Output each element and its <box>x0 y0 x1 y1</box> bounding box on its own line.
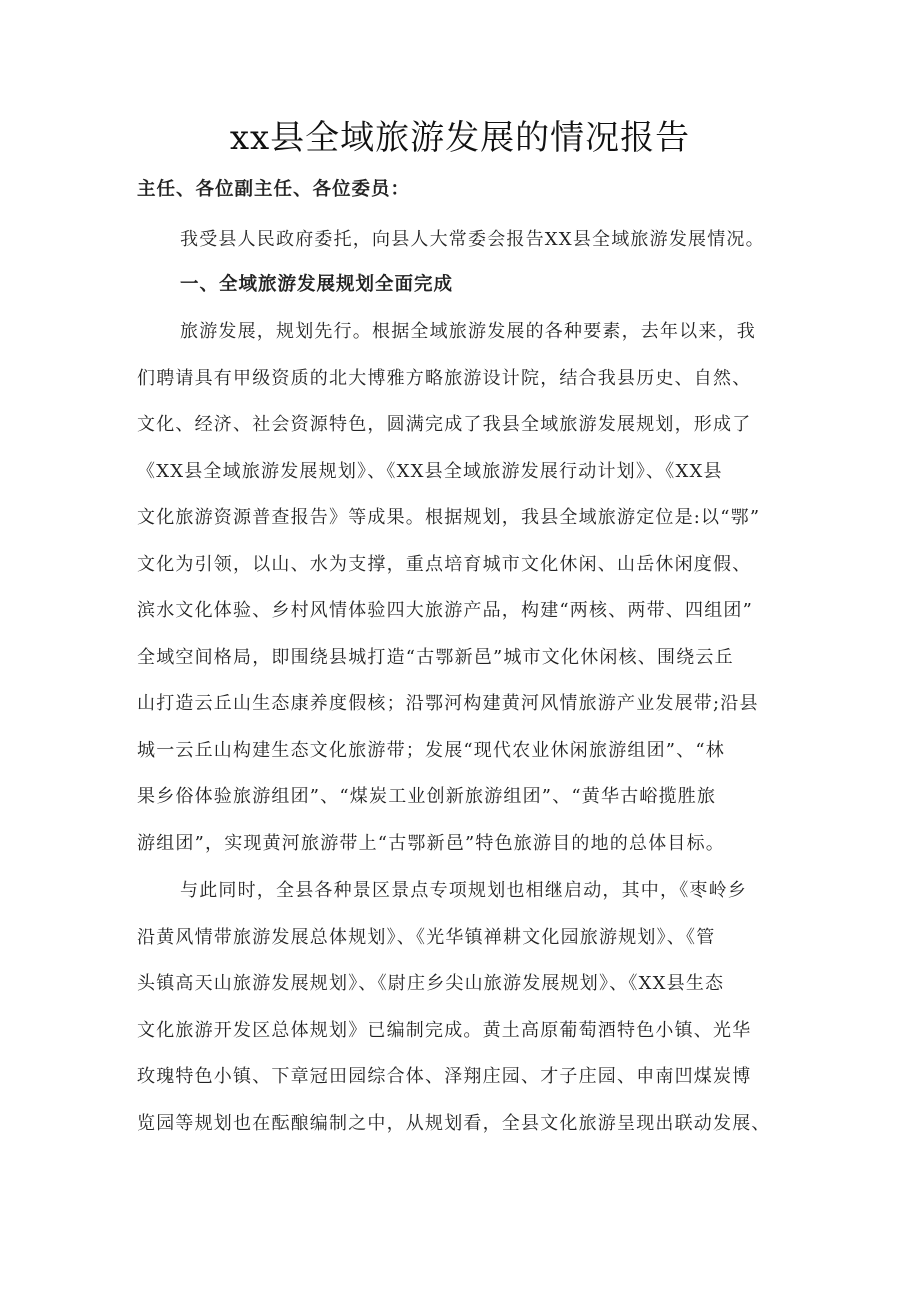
paragraph-line: 与此同时，全县各种景区景点专项规划也相继启动，其中，《枣岭乡 <box>180 880 747 901</box>
paragraph-line: 玫瑰特色小镇、下章冠田园综合体、泽翔庄园、才子庄园、申南凹煤炭博 <box>137 1066 752 1087</box>
paragraph-2 <box>137 868 787 1147</box>
paragraph-line: 览园等规划也在酝酿编制之中，从规划看，全县文化旅游呈现出联动发展、 <box>137 1112 771 1134</box>
paragraph-line: 文化、经济、社会资源特色，圆满完成了我县全域旅游发展规划，形成了 <box>137 414 752 435</box>
paragraph-line: 山打造云丘山生态康养度假核；沿鄂河构建黄河风情旅游产业发展带;沿县 <box>137 693 759 714</box>
paragraph-line: 滨水文化体验、乡村风情体验四大旅游产品，构建“两核、两带、四组团” <box>137 600 754 621</box>
paragraph-line: 旅游发展，规划先行。根据全域旅游发展的各种要素，去年以来，我 <box>180 321 756 342</box>
section-heading-1: 一、全域旅游发展规划全面完成 <box>180 274 454 295</box>
paragraph-1 <box>137 309 787 867</box>
paragraph-line: 头镇高天山旅游发展规划》、《尉庄乡尖山旅游发展规划》、《XX县生态 <box>137 973 725 994</box>
paragraph-line: 全域空间格局，即围绕县城打造“古鄂新邑”城市文化休闲核、围绕云丘 <box>137 646 734 668</box>
salutation: 主任、各位副主任、各位委员： <box>137 179 411 200</box>
intro-paragraph: 我受县人民政府委托，向县人大常委会报告XX县全域旅游发展情况。 <box>180 229 765 250</box>
paragraph-line: 《XX县全域旅游发展规划》、《XX县全域旅游发展行动计划》、《XX县 <box>137 460 723 482</box>
paragraph-line: 沿黄风情带旅游发展总体规划》、《光华镇禅耕文化园旅游规划》、《管 <box>137 926 716 948</box>
paragraph-line: 城一云丘山构建生态文化旅游带；发展“现代农业休闲旅游组团”、“林 <box>137 739 726 761</box>
paragraph-line: 文化旅游开发区总体规划》已编制完成。黄土高原葡萄酒特色小镇、光华 <box>137 1019 752 1041</box>
paragraph-line: 文化旅游资源普查报告》等成果。根据规划，我县全域旅游定位是:以“鄂” <box>137 507 761 528</box>
paragraph-line: 们聘请具有甲级资质的北大博雅方略旅游设计院，结合我县历史、自然、 <box>137 367 752 389</box>
paragraph-line: 果乡俗体验旅游组团”、“煤炭工业创新旅游组团”、“黄华古峪揽胜旅 <box>137 786 717 807</box>
document-title: xx县全域旅游发展的情况报告 <box>229 118 691 158</box>
paragraph-line: 游组团”，实现黄河旅游带上“古鄂新邑”特色旅游目的地的总体目标。 <box>137 832 726 854</box>
paragraph-line: 文化为引领，以山、水为支撑，重点培育城市文化休闲、山岳休闲度假、 <box>137 553 752 575</box>
